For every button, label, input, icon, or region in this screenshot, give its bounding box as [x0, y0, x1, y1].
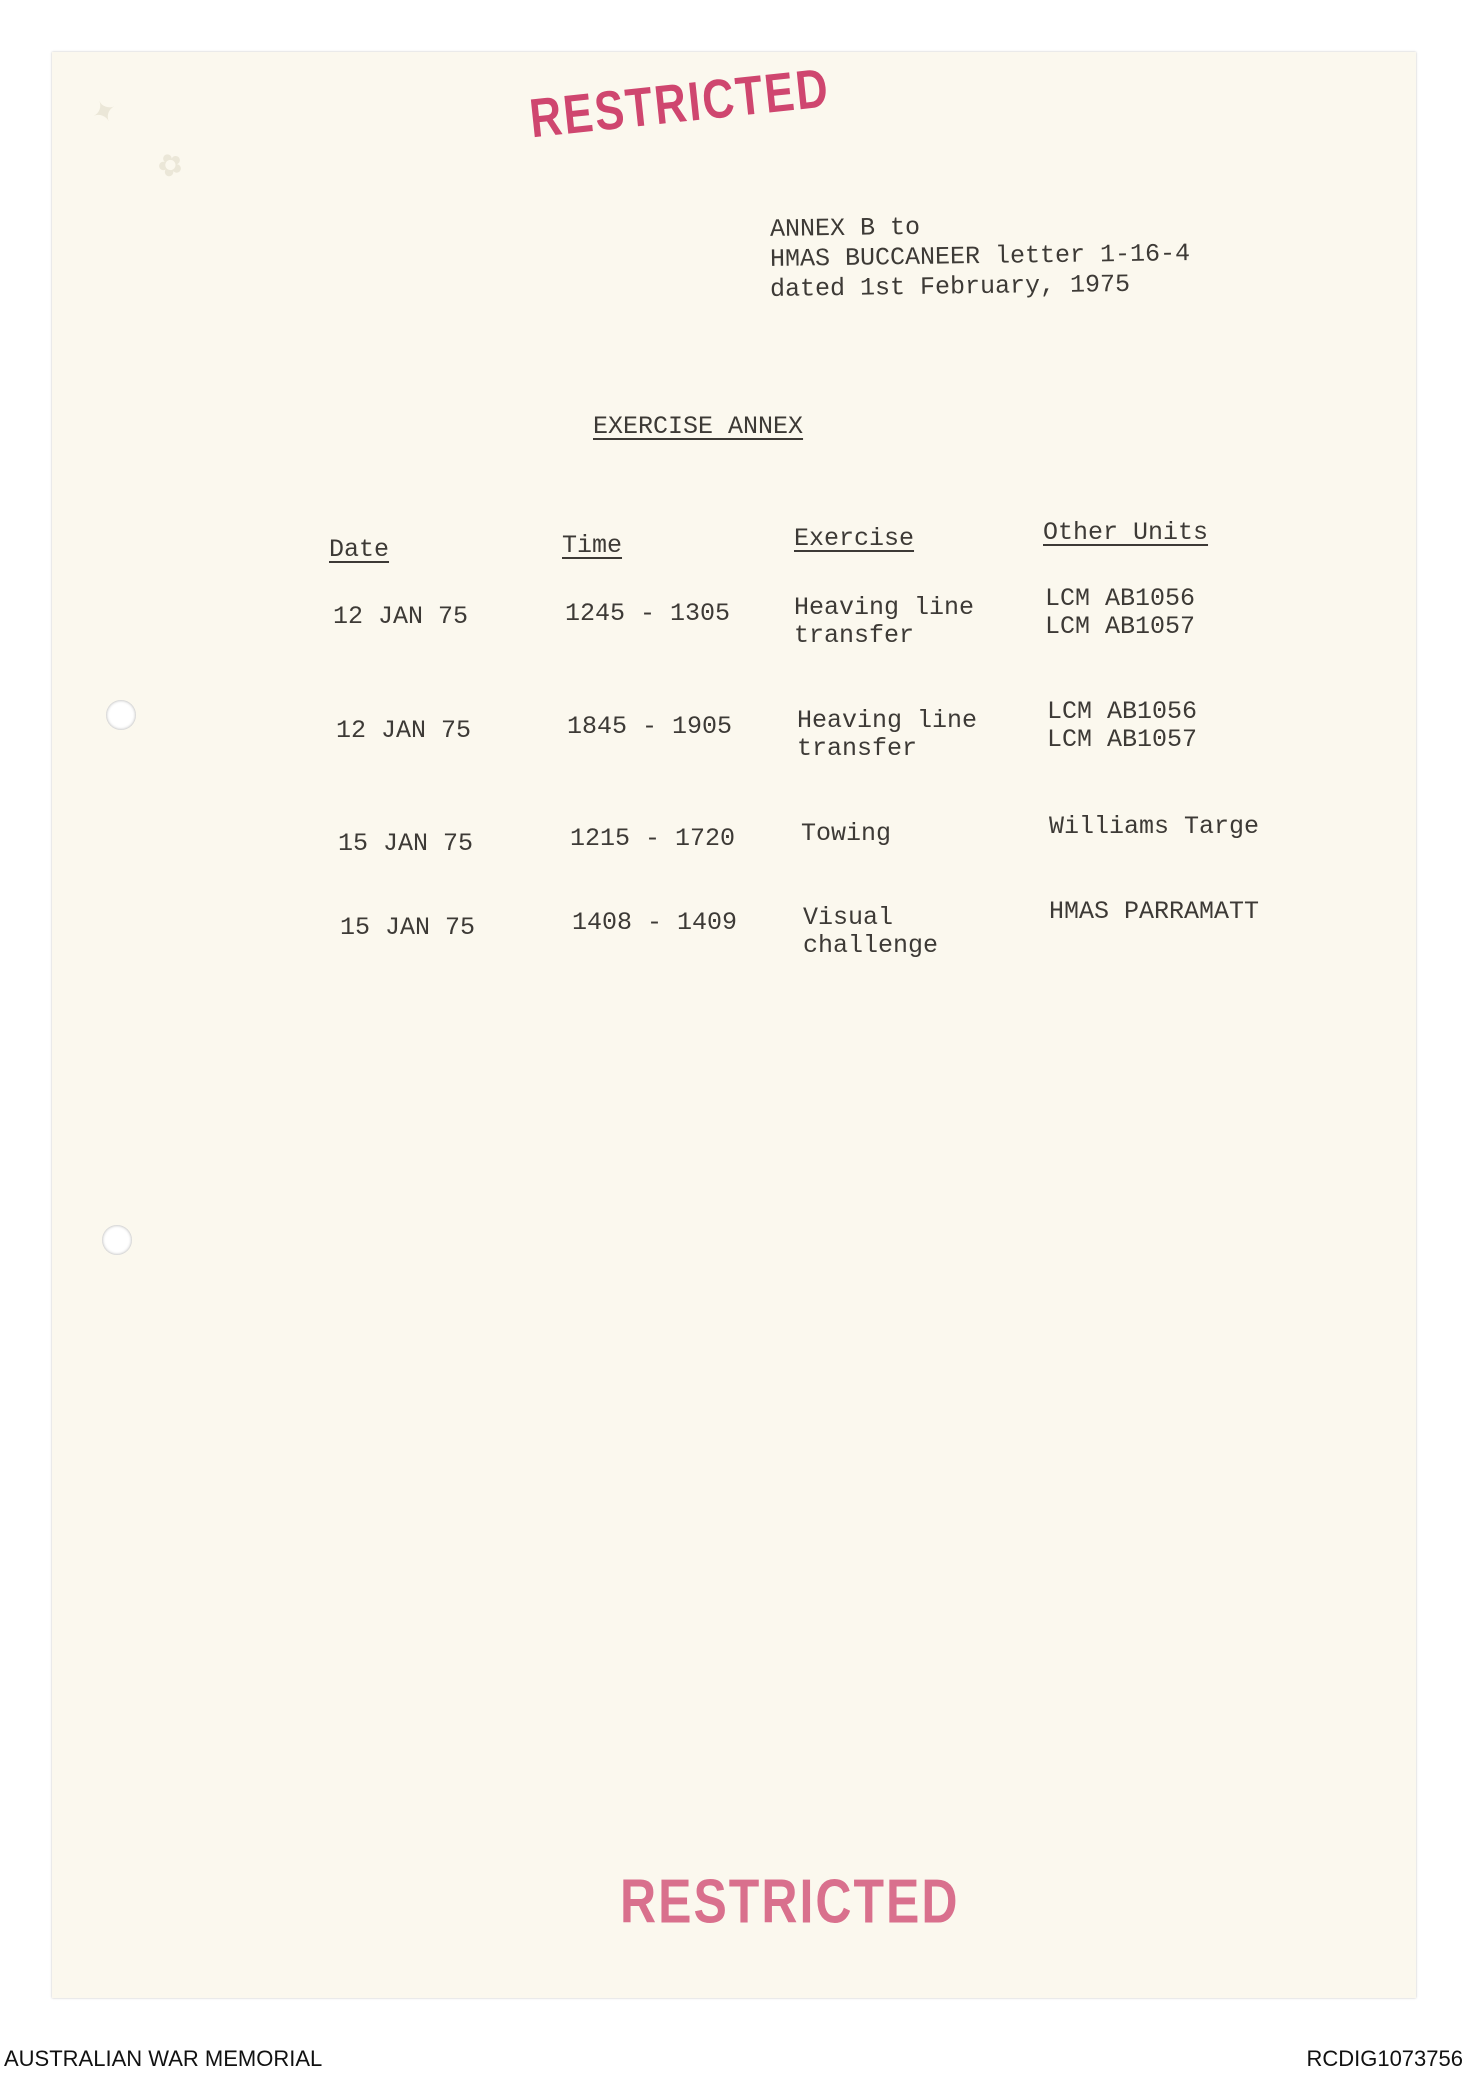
table-cell-date: 12 JAN 75: [336, 716, 472, 745]
table-cell-date: 15 JAN 75: [340, 913, 476, 942]
table-cell-exercise: [801, 820, 891, 848]
unit-line: LCM AB1056: [1047, 697, 1198, 726]
restricted-stamp-top: RESTRICTED: [526, 57, 833, 150]
column-header-date: Date: [329, 535, 390, 564]
document-page: [52, 52, 1416, 1998]
table-cell-date: 12 JAN 75: [333, 602, 469, 631]
emboss-mark: ✿: [151, 144, 190, 187]
column-header-exercise: Exercise: [794, 524, 915, 553]
unit-line: LCM AB1057: [1045, 612, 1196, 641]
exercise-line: transfer: [797, 734, 918, 763]
exercise-line: Visual: [803, 903, 894, 932]
footer-record-id: RCDIG1073756: [1306, 2046, 1463, 2071]
punch-hole-lower: [102, 1225, 132, 1255]
exercise-line: Heaving line: [794, 593, 975, 622]
table-cell-units: [1047, 698, 1197, 754]
table-cell-units: [1049, 813, 1259, 841]
unit-line: LCM AB1056: [1045, 584, 1196, 613]
table-cell-exercise: [803, 904, 938, 960]
unit-line: HMAS PARRAMATT: [1049, 897, 1260, 926]
exercise-line: Heaving line: [797, 706, 978, 735]
table-cell-exercise: [794, 594, 974, 650]
exercise-line: Towing: [801, 819, 892, 848]
reference-line: ANNEX B to: [769, 212, 921, 244]
column-header-other-units: Other Units: [1043, 518, 1209, 547]
table-cell-time: 1845 - 1905: [567, 712, 733, 741]
table-cell-date: 15 JAN 75: [338, 829, 474, 858]
table-cell-units: [1049, 898, 1259, 926]
emboss-mark: ✦: [85, 91, 124, 134]
unit-line: Williams Targe: [1049, 812, 1260, 841]
reference-line: dated 1st February, 1975: [769, 269, 1131, 304]
reference-line: HMAS BUCCANEER letter 1-16-4: [769, 239, 1191, 274]
table-cell-time: 1408 - 1409: [572, 908, 738, 937]
exercise-line: transfer: [794, 621, 915, 650]
unit-line: LCM AB1057: [1047, 725, 1198, 754]
table-cell-time: 1215 - 1720: [570, 824, 736, 853]
table-cell-units: [1045, 585, 1195, 641]
exercise-line: challenge: [803, 931, 939, 960]
column-header-time: Time: [562, 531, 623, 560]
table-cell-time: 1245 - 1305: [565, 599, 731, 628]
punch-hole-upper: [106, 700, 136, 730]
footer-source: AUSTRALIAN WAR MEMORIAL: [4, 2046, 323, 2071]
annex-reference: [770, 212, 1190, 302]
table-cell-exercise: [797, 707, 977, 763]
restricted-stamp-bottom: RESTRICTED: [620, 1866, 960, 1936]
annex-title: EXERCISE ANNEX: [593, 412, 804, 441]
